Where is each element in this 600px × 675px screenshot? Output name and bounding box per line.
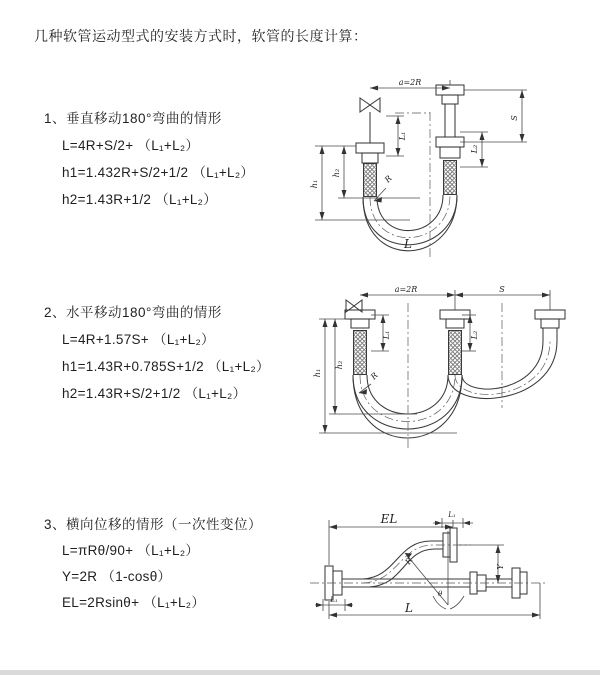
dim-label-a2r: a=2R — [394, 285, 418, 294]
dimension-lines — [315, 80, 527, 220]
formula-line: EL=2Rsinθ+ （L₁+L₂） — [62, 595, 206, 610]
diagram-vertical-180-bend — [300, 72, 555, 262]
dim-label-l: L — [405, 601, 413, 615]
section-heading: 3、横向位移的情形（一次性变位） — [44, 517, 263, 532]
braided-hose-section — [443, 160, 457, 195]
flange-fitting-middle — [440, 310, 470, 328]
formula-line: h2=1.43R+1/2 （L₁+L₂） — [62, 192, 218, 207]
formula-line: h1=1.432R+S/2+1/2 （L₁+L₂） — [62, 165, 255, 180]
section-horizontal-180 — [44, 299, 270, 407]
section-lateral-displacement — [44, 512, 262, 616]
dim-label-r: R — [369, 370, 380, 382]
diagram-horizontal-180-bend — [305, 283, 595, 458]
dim-label-r: R — [403, 555, 415, 567]
valve-icon — [360, 98, 380, 143]
dim-label-a2r: a=2R — [398, 78, 422, 87]
hose-u-bend-position2 — [448, 341, 557, 398]
diagram-lateral-displacement — [305, 505, 600, 660]
centerlines — [310, 545, 545, 583]
scan-edge — [0, 670, 600, 675]
formula-line: h1=1.43R+0.785S+1/2 （L₁+L₂） — [62, 359, 270, 374]
hose-s-curve-position — [363, 541, 443, 587]
section-heading: 2、水平移动180°弯曲的情形 — [44, 305, 222, 320]
dimension-arrows — [320, 86, 525, 221]
flange-fitting-left — [345, 310, 375, 328]
braided-hose-section — [353, 330, 367, 375]
page-title: 几种软管运动型式的安装方式时，软管的长度计算： — [34, 28, 368, 44]
formula-line: Y=2R （1-cosθ） — [62, 569, 172, 584]
formula-line: L=4R+1.57S+ （L₁+L₂） — [62, 332, 215, 347]
dimension-arrows — [316, 521, 540, 618]
section-vertical-180 — [44, 105, 254, 213]
formula-line: h2=1.43R+S/2+1/2 （L₁+L₂） — [62, 386, 247, 401]
dim-label-h2: h₂ — [332, 168, 341, 178]
dim-label-theta: θ — [438, 590, 443, 598]
dim-label-s: S — [499, 285, 505, 294]
dim-label-l2: L₂ — [470, 330, 479, 340]
braided-hose-section — [363, 163, 377, 197]
dim-label-y: Y — [496, 564, 505, 570]
hose-u-bend-position1 — [353, 375, 462, 438]
flange-fitting-right — [436, 85, 464, 158]
dim-label-l1: L₁ — [382, 330, 391, 340]
dim-label-h1: h₁ — [310, 179, 319, 189]
dim-label-h2: h₂ — [335, 360, 344, 370]
section-heading: 1、垂直移动180°弯曲的情形 — [44, 111, 222, 126]
dim-label-l2: L₂ — [470, 144, 479, 154]
dim-label-l1-top: L₁ — [448, 511, 456, 519]
formula-line: L=4R+S/2+ （L₁+L₂） — [62, 138, 200, 153]
formula-line: L=πRθ/90+ （L₁+L₂） — [62, 543, 200, 558]
flange-fitting-right — [535, 310, 565, 341]
dim-label-l: L — [404, 237, 412, 251]
dim-label-h1: h₁ — [313, 368, 322, 378]
dim-label-el: EL — [380, 512, 398, 526]
flange-fitting-left — [356, 143, 384, 163]
dim-label-l1-bottom: L₁ — [330, 596, 338, 604]
dim-label-s: S — [510, 115, 519, 121]
dim-label-l1: L₁ — [398, 131, 407, 141]
braided-hose-section — [448, 330, 462, 375]
dim-label-r: R — [383, 173, 394, 185]
